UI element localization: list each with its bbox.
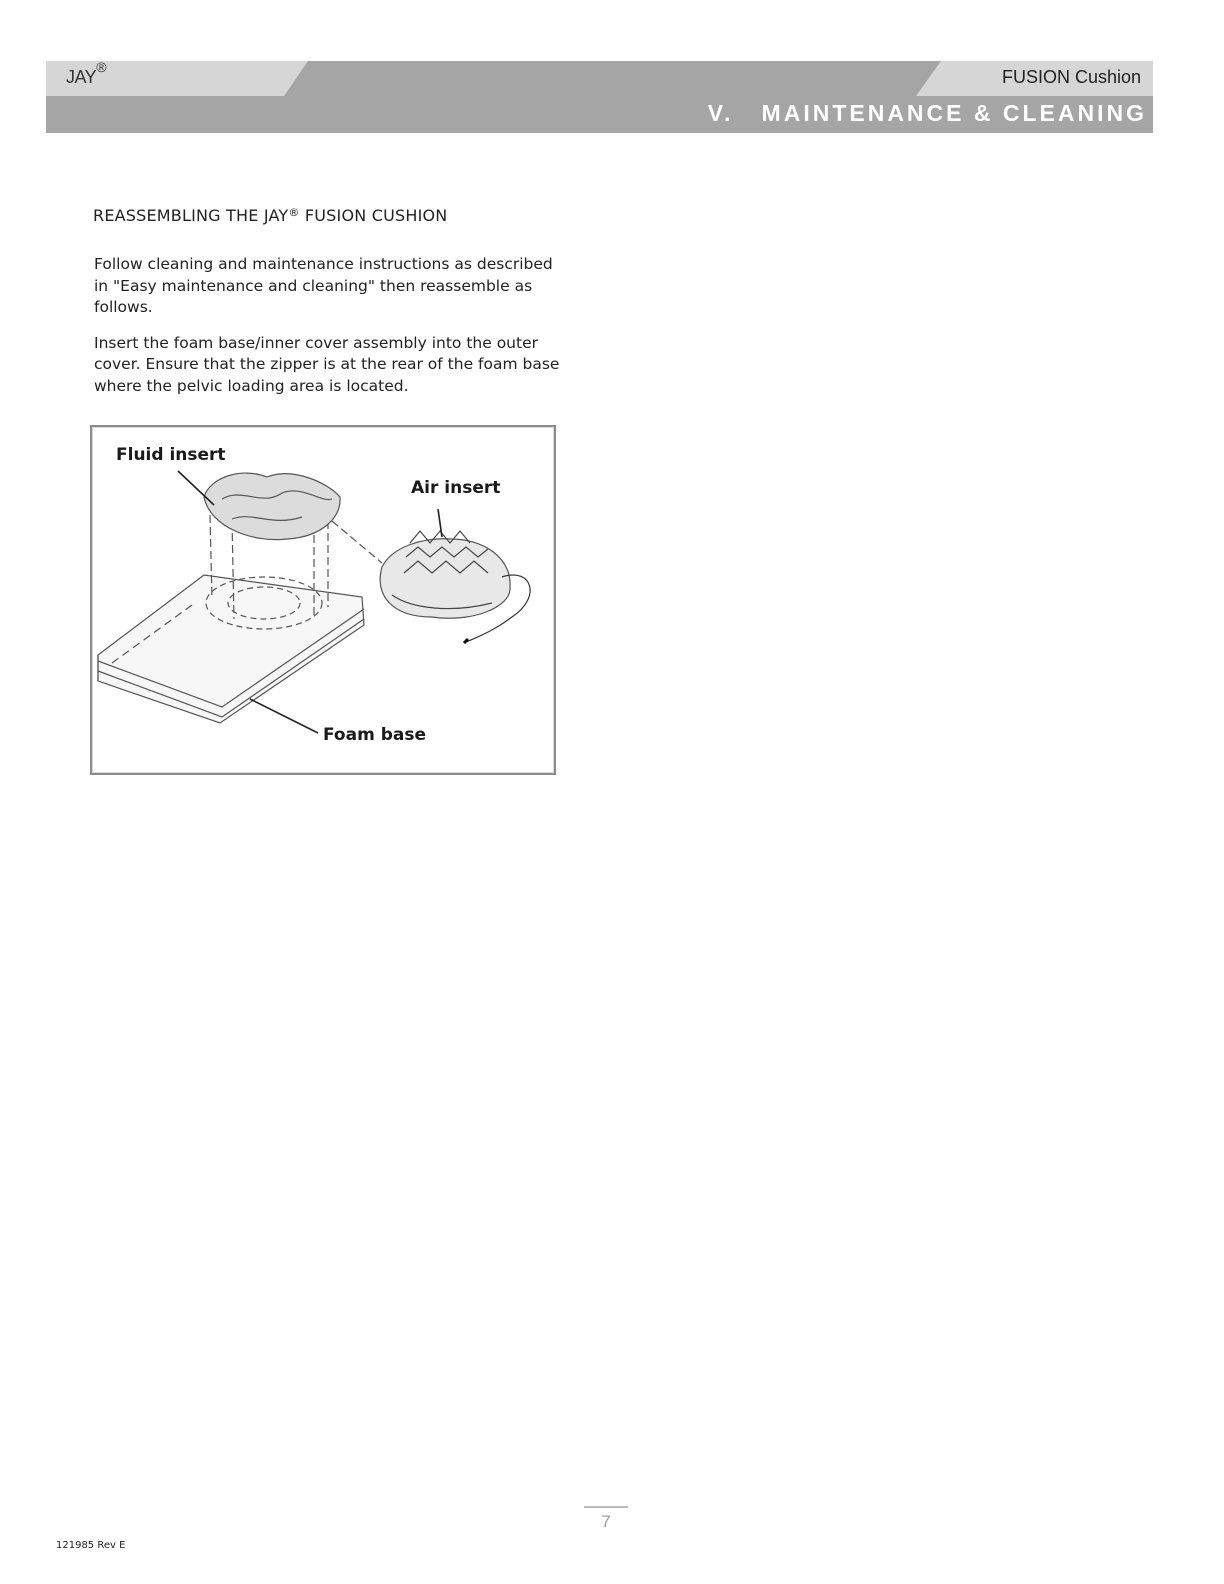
section-title: V. MAINTENANCE & CLEANING [707, 100, 1147, 126]
foam-base-label: Foam base [323, 725, 426, 745]
section-heading: REASSEMBLING THE JAY® FUSION CUSHION [93, 206, 448, 225]
cushion-assembly-figure [90, 425, 556, 775]
fluid-insert-label: Fluid insert [116, 445, 226, 465]
paragraph-insert: Insert the foam base/inner cover assembly into the outer cover. Ensure that the zipper is at the rear of the foam base where the pelvic loading area is located. [94, 333, 560, 395]
page-number: 7 [601, 1512, 611, 1531]
paragraph-instructions: Follow cleaning and maintenance instructions as described in "Easy maintenance and cleaning" then reassemble as follows. [94, 255, 553, 316]
brand-name: JAY® [66, 59, 107, 87]
air-insert-label: Air insert [411, 478, 501, 498]
page-number-rule [584, 1506, 628, 1508]
document-code: 121985 Rev E [56, 1540, 126, 1551]
main-content [93, 206, 563, 411]
fluid-insert-shape [204, 473, 340, 540]
air-insert-shape [380, 539, 510, 619]
page-header [46, 60, 1153, 133]
product-name: FUSION Cushion [1001, 67, 1141, 87]
